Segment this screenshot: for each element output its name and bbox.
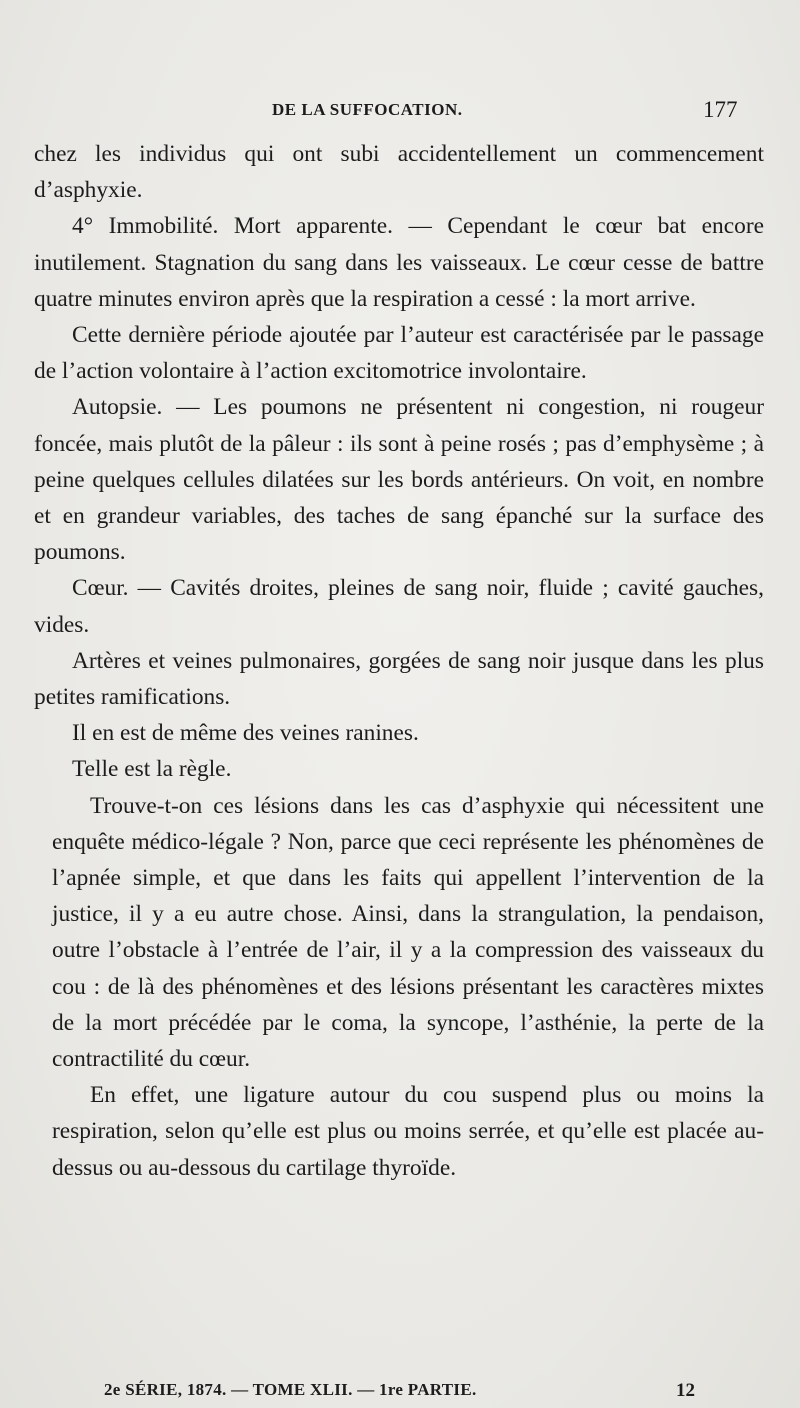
paragraph-last-period: Cette dernière période ajoutée par l’auteur est caractérisée par le passage de l’action volontaire à l’action excitomotrice involontaire. — [34, 322, 764, 385]
paragraph-autopsy: Autopsie. — Les poumons ne présentent ni congestion, ni rougeur foncée, mais plutôt de la pâleur : ils sont à peine rosés ; pas d’emphysème ; à peine quelques cellules dilatées sur les bords antérieurs. On voit, en nombre et en grandeur variables, des taches de sang épanché sur la surface des poumons. — [34, 394, 764, 566]
paragraph-arteries: Artères et veines pulmonaires, gorgées de sang noir jusque dans les plus petites ramifications. — [34, 647, 764, 711]
paragraph-heart: Cœur. — Cavités droites, pleines de sang noir, fluide ; cavité gauches, vides. — [34, 575, 764, 638]
paragraph-rule: Telle est la règle. — [72, 756, 232, 783]
body-text — [34, 136, 764, 1186]
paragraph-ranine-veins: Il en est de même des veines ranines. — [72, 720, 419, 747]
paragraph-ligature: En effet, une ligature autour du cou suspend plus ou moins la respiration, selon qu’elle est plus ou moins serrée, et qu’elle est placée au-dessus ou au-dessous du cartilage thyroïde. — [52, 1082, 764, 1181]
page-header — [0, 97, 800, 130]
running-title: DE LA SUFFOCATION. — [272, 100, 463, 119]
signature-mark: 12 — [676, 1380, 695, 1401]
paragraph-stage-four: 4° Immobilité. Mort apparente. — Cependant le cœur bat encore inutilement. Stagnation du sang dans les vaisseaux. Le cœur cesse de battre quatre minutes environ après que la respiration a cessé : la mort arrive. — [34, 213, 764, 312]
paragraph-continuation: chez les individus qui ont subi accidentellement un commencement d’asphyxie. — [34, 141, 764, 204]
page-number: 177 — [703, 97, 738, 122]
page-footer — [0, 1380, 800, 1406]
series-info: 2e SÉRIE, 1874. — TOME XLII. — 1re PARTIE. — [104, 1380, 477, 1399]
paragraph-medico-legal: Trouve-t-on ces lésions dans les cas d’asphyxie qui nécessitent une enquête médico-légale ? Non, parce que ceci représente les phénomènes de l’apnée simple, et que dans les faits qui appellent l’intervention de la justice, il y a eu autre chose. Ainsi, dans la strangulation, la pendaison, outre l’obstacle à l’entrée de l’air, il y a la compression des vaisseaux du cou : de là des phénomènes et des lésions présentant les caractères mixtes de la mort précédée par le coma, la syncope, l’asthénie, la perte de la contractilité du cœur. — [52, 792, 764, 1073]
